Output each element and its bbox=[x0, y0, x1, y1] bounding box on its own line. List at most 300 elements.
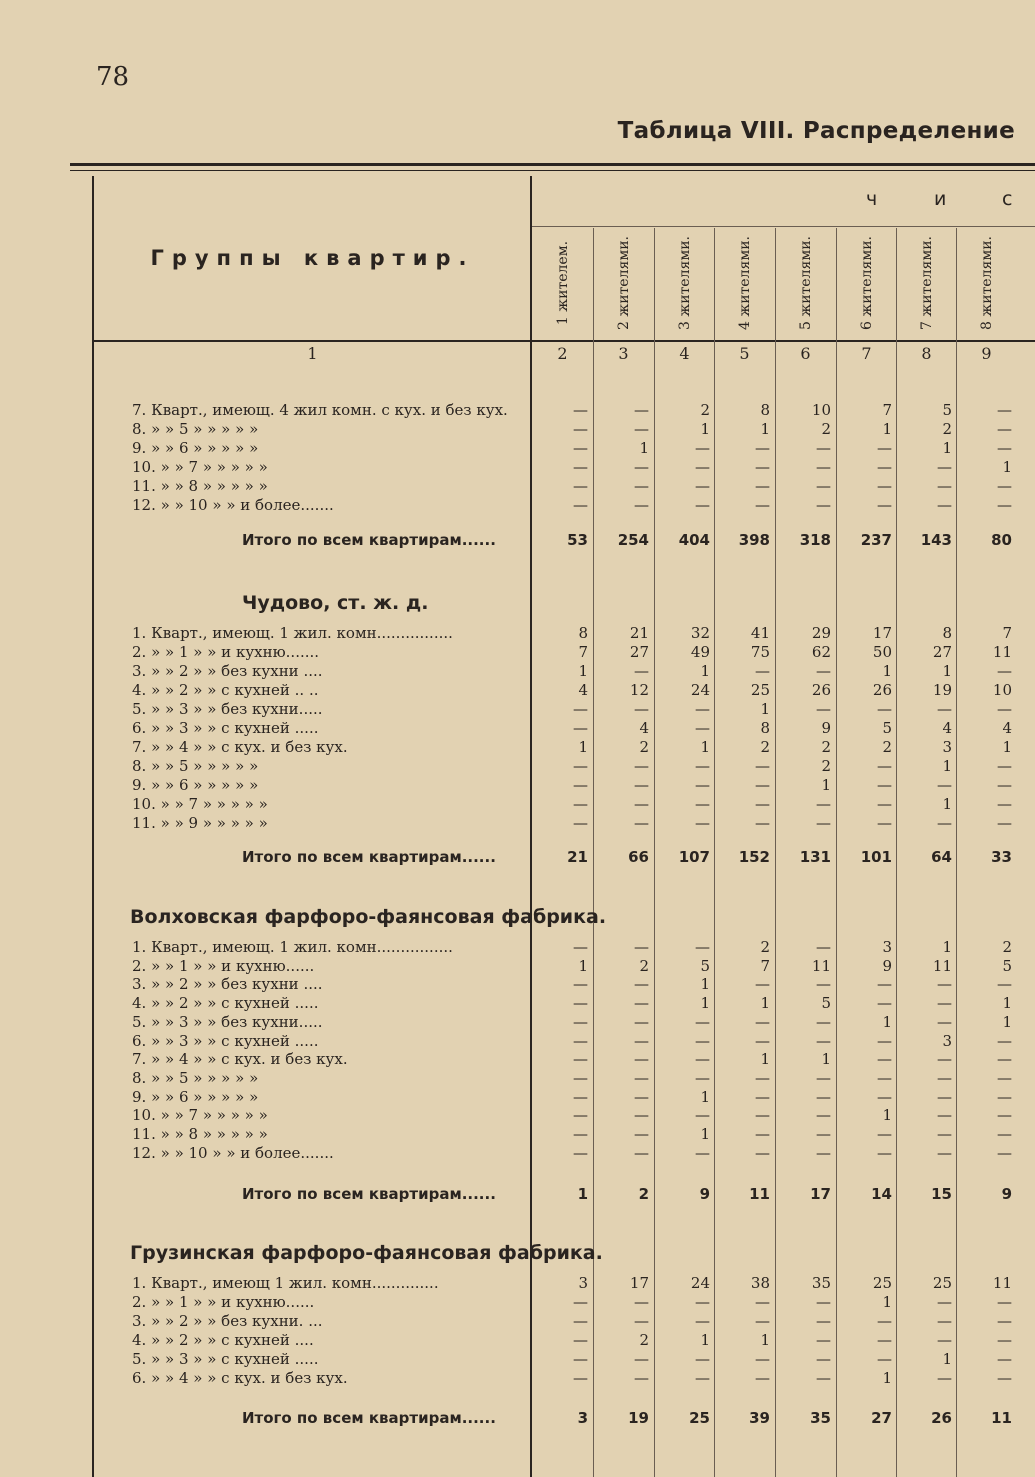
row-label: 1. Кварт., имеющ 1 жил. комн.............. bbox=[132, 1274, 439, 1292]
table-cell: — bbox=[997, 757, 1012, 775]
table-cell: 1 bbox=[700, 1331, 710, 1349]
table-cell: — bbox=[755, 439, 770, 457]
table-row bbox=[0, 477, 1035, 495]
table-cell: — bbox=[634, 1293, 649, 1311]
table-cell: — bbox=[937, 1312, 952, 1330]
table-cell: — bbox=[755, 1312, 770, 1330]
table-cell: 5 bbox=[882, 719, 892, 737]
column-group-letter: ч bbox=[866, 188, 878, 210]
table-cell: — bbox=[755, 795, 770, 813]
row-label: 3. » » 2 » » без кухни. ... bbox=[132, 1312, 323, 1330]
column-header bbox=[836, 232, 897, 334]
table-cell: — bbox=[877, 776, 892, 794]
table-cell: 101 bbox=[860, 848, 892, 866]
table-cell: 1 bbox=[942, 662, 952, 680]
table-cell: — bbox=[877, 814, 892, 832]
table-cell: — bbox=[634, 1068, 649, 1087]
table-row bbox=[0, 439, 1035, 457]
table-cell: — bbox=[877, 795, 892, 813]
row-label: 2. » » 1 » » и кухню...... bbox=[132, 1293, 315, 1311]
table-cell: 131 bbox=[799, 848, 831, 866]
row-label: 11. » » 9 » » » » » bbox=[132, 814, 268, 832]
table-cell: — bbox=[997, 1293, 1012, 1311]
table-cell: — bbox=[755, 975, 770, 994]
table-cell: — bbox=[634, 1087, 649, 1106]
row-label: 11. » » 8 » » » » » bbox=[132, 1125, 268, 1143]
total-label: Итого по всем квартирам...... bbox=[242, 531, 496, 549]
row-label: 5. » » 3 » » без кухни..... bbox=[132, 1012, 323, 1031]
row-label: 8. » » 5 » » » » » bbox=[132, 757, 259, 775]
table-cell: — bbox=[634, 662, 649, 680]
column-number: 8 bbox=[921, 344, 932, 363]
table-cell: — bbox=[816, 814, 831, 832]
table-cell: 11 bbox=[932, 956, 952, 975]
table-cell: 1 bbox=[700, 1125, 710, 1143]
table-cell: 53 bbox=[567, 531, 588, 549]
table-cell: — bbox=[573, 1106, 588, 1125]
table-cell: 11 bbox=[992, 1274, 1012, 1292]
table-cell: 1 bbox=[1002, 458, 1012, 476]
table-cell: 26 bbox=[811, 681, 831, 699]
column-header-label: 6 жителями. bbox=[858, 236, 875, 330]
table-cell: — bbox=[816, 1106, 831, 1125]
table-cell: — bbox=[816, 1312, 831, 1330]
row-label: 10. » » 7 » » » » » bbox=[132, 1106, 268, 1125]
row-label: 7. » » 4 » » с кух. и без кух. bbox=[132, 1050, 348, 1069]
table-cell: 27 bbox=[932, 643, 952, 661]
top-rule-thin bbox=[70, 170, 1035, 171]
table-cell: 15 bbox=[931, 1185, 952, 1203]
table-cell: — bbox=[877, 1087, 892, 1106]
table-row bbox=[0, 1369, 1035, 1387]
row-label: 2. » » 1 » » и кухню...... bbox=[132, 956, 315, 975]
table-cell: — bbox=[695, 1031, 710, 1050]
table-cell: 26 bbox=[931, 1409, 952, 1427]
table-cell: 4 bbox=[578, 681, 588, 699]
table-cell: 1 bbox=[700, 975, 710, 994]
table-cell: — bbox=[634, 814, 649, 832]
table-cell: 8 bbox=[942, 624, 952, 642]
table-cell: 25 bbox=[932, 1274, 952, 1292]
table-cell: — bbox=[634, 477, 649, 495]
table-cell: 1 bbox=[578, 738, 588, 756]
table-cell: — bbox=[755, 1125, 770, 1143]
table-cell: 7 bbox=[760, 956, 770, 975]
table-cell: — bbox=[573, 1143, 588, 1162]
table-row bbox=[0, 1331, 1035, 1349]
table-cell: — bbox=[755, 477, 770, 495]
table-cell: 9 bbox=[699, 1185, 710, 1203]
table-cell: 4 bbox=[639, 719, 649, 737]
table-cell: 1 bbox=[760, 700, 770, 718]
table-row bbox=[0, 1312, 1035, 1330]
table-cell: 3 bbox=[577, 1409, 588, 1427]
table-cell: — bbox=[695, 776, 710, 794]
table-cell: — bbox=[816, 458, 831, 476]
page-number: 78 bbox=[96, 62, 130, 92]
table-cell: 25 bbox=[750, 681, 770, 699]
row-label: 5. » » 3 » » без кухни..... bbox=[132, 700, 323, 718]
column-header-label: 3 жителями. bbox=[676, 236, 693, 330]
table-cell: — bbox=[877, 458, 892, 476]
table-cell: 2 bbox=[639, 738, 649, 756]
table-cell: — bbox=[573, 458, 588, 476]
table-cell: 38 bbox=[750, 1274, 770, 1292]
table-cell: — bbox=[997, 1125, 1012, 1143]
table-cell: — bbox=[755, 1350, 770, 1368]
table-cell: 62 bbox=[811, 643, 831, 661]
row-label: 7. Кварт., имеющ. 4 жил комн. с кух. и без кух. bbox=[132, 401, 508, 419]
table-cell: 1 bbox=[1002, 994, 1012, 1013]
table-cell: — bbox=[937, 477, 952, 495]
table-cell: 24 bbox=[690, 681, 710, 699]
table-cell: 4 bbox=[942, 719, 952, 737]
table-cell: 80 bbox=[991, 531, 1012, 549]
table-cell: — bbox=[877, 496, 892, 514]
table-cell: 1 bbox=[1002, 738, 1012, 756]
column-number: 3 bbox=[618, 344, 629, 363]
table-cell: — bbox=[937, 496, 952, 514]
table-cell: — bbox=[573, 1369, 588, 1387]
table-cell: — bbox=[695, 458, 710, 476]
column-header-label: 1 жителем. bbox=[554, 240, 571, 326]
table-cell: 2 bbox=[942, 420, 952, 438]
table-cell: — bbox=[937, 1369, 952, 1387]
column-group-letter: и bbox=[934, 188, 947, 210]
table-cell: 1 bbox=[1002, 1012, 1012, 1031]
table-cell: 33 bbox=[991, 848, 1012, 866]
table-cell: 50 bbox=[872, 643, 892, 661]
table-cell: — bbox=[755, 1369, 770, 1387]
table-cell: — bbox=[695, 1143, 710, 1162]
table-cell: — bbox=[997, 1331, 1012, 1349]
table-row bbox=[0, 662, 1035, 680]
table-cell: 1 bbox=[700, 738, 710, 756]
table-cell: — bbox=[573, 1087, 588, 1106]
table-cell: — bbox=[573, 1031, 588, 1050]
table-cell: — bbox=[937, 1143, 952, 1162]
total-row bbox=[0, 848, 1035, 866]
table-cell: — bbox=[573, 1312, 588, 1330]
table-cell: — bbox=[997, 496, 1012, 514]
row-label: 6. » » 4 » » с кух. и без кух. bbox=[132, 1369, 348, 1387]
table-cell: — bbox=[755, 814, 770, 832]
table-cell: — bbox=[877, 1050, 892, 1069]
subheader-rule bbox=[532, 226, 1035, 227]
row-label: 10. » » 7 » » » » » bbox=[132, 795, 268, 813]
table-row bbox=[0, 681, 1035, 699]
table-cell: 1 bbox=[882, 662, 892, 680]
table-row bbox=[0, 496, 1035, 514]
column-header-label: 2 жителями. bbox=[615, 236, 632, 330]
table-cell: 2 bbox=[821, 738, 831, 756]
table-cell: — bbox=[997, 1350, 1012, 1368]
table-cell: — bbox=[634, 420, 649, 438]
table-cell: — bbox=[997, 439, 1012, 457]
column-header bbox=[654, 232, 715, 334]
table-cell: 26 bbox=[872, 681, 892, 699]
table-cell: — bbox=[695, 757, 710, 775]
table-cell: 29 bbox=[811, 624, 831, 642]
table-cell: 35 bbox=[811, 1274, 831, 1292]
table-cell: — bbox=[997, 1106, 1012, 1125]
row-label: 1. Кварт., имеющ. 1 жил. комн................ bbox=[132, 624, 453, 642]
table-row bbox=[0, 776, 1035, 794]
table-row bbox=[0, 1032, 1035, 1050]
row-label: 12. » » 10 » » и более....... bbox=[132, 1143, 334, 1162]
table-cell: 2 bbox=[700, 401, 710, 419]
table-cell: 2 bbox=[760, 738, 770, 756]
table-cell: — bbox=[695, 938, 710, 956]
column-header bbox=[593, 232, 654, 334]
table-cell: 49 bbox=[690, 643, 710, 661]
table-cell: — bbox=[695, 795, 710, 813]
table-cell: — bbox=[877, 757, 892, 775]
table-row bbox=[0, 420, 1035, 438]
column-number: 2 bbox=[557, 344, 568, 363]
row-label: 9. » » 6 » » » » » bbox=[132, 439, 259, 457]
table-cell: — bbox=[573, 700, 588, 718]
table-cell: — bbox=[816, 1087, 831, 1106]
table-cell: 5 bbox=[942, 401, 952, 419]
table-cell: 1 bbox=[760, 994, 770, 1013]
table-cell: 1 bbox=[882, 1106, 892, 1125]
table-cell: 2 bbox=[1002, 938, 1012, 956]
table-cell: 17 bbox=[872, 624, 892, 642]
table-row bbox=[0, 814, 1035, 832]
table-row bbox=[0, 975, 1035, 993]
total-row bbox=[0, 531, 1035, 549]
table-cell: — bbox=[695, 496, 710, 514]
column-header-label: 8 жителями. bbox=[978, 236, 995, 330]
table-cell: 237 bbox=[860, 531, 892, 549]
table-cell: — bbox=[997, 477, 1012, 495]
table-cell: 27 bbox=[871, 1409, 892, 1427]
table-cell: — bbox=[937, 975, 952, 994]
table-cell: 2 bbox=[821, 757, 831, 775]
table-row bbox=[0, 1088, 1035, 1106]
table-row bbox=[0, 700, 1035, 718]
table-cell: — bbox=[695, 1068, 710, 1087]
table-cell: — bbox=[634, 1312, 649, 1330]
table-cell: — bbox=[634, 1143, 649, 1162]
column-header bbox=[956, 232, 1017, 334]
table-cell: — bbox=[573, 401, 588, 419]
table-cell: — bbox=[634, 757, 649, 775]
table-cell: 14 bbox=[871, 1185, 892, 1203]
table-cell: — bbox=[997, 1143, 1012, 1162]
table-cell: 11 bbox=[991, 1409, 1012, 1427]
table-cell: — bbox=[634, 496, 649, 514]
table-cell: 2 bbox=[639, 956, 649, 975]
table-row bbox=[0, 1144, 1035, 1162]
table-cell: — bbox=[816, 1331, 831, 1349]
table-cell: — bbox=[816, 938, 831, 956]
table-row bbox=[0, 994, 1035, 1012]
table-row bbox=[0, 957, 1035, 975]
table-cell: — bbox=[997, 1068, 1012, 1087]
table-cell: — bbox=[816, 1293, 831, 1311]
column-header-label: 4 жителями. bbox=[736, 236, 753, 330]
table-cell: — bbox=[937, 814, 952, 832]
table-title: Таблица VIII. Распределение bbox=[617, 118, 1015, 144]
table-cell: 27 bbox=[629, 643, 649, 661]
column-group-letter: с bbox=[1002, 188, 1013, 210]
row-label: 9. » » 6 » » » » » bbox=[132, 776, 259, 794]
header-bottom-rule bbox=[92, 340, 1035, 342]
table-cell: 21 bbox=[629, 624, 649, 642]
table-cell: — bbox=[997, 1312, 1012, 1330]
table-cell: 1 bbox=[882, 1369, 892, 1387]
table-cell: — bbox=[997, 700, 1012, 718]
table-cell: 404 bbox=[678, 531, 710, 549]
table-cell: 32 bbox=[690, 624, 710, 642]
row-label: 1. Кварт., имеющ. 1 жил. комн................ bbox=[132, 938, 453, 956]
table-cell: 2 bbox=[821, 420, 831, 438]
table-cell: 318 bbox=[799, 531, 831, 549]
table-cell: — bbox=[816, 795, 831, 813]
column-number: 9 bbox=[981, 344, 992, 363]
table-cell: 143 bbox=[920, 531, 952, 549]
table-cell: 7 bbox=[882, 401, 892, 419]
table-cell: — bbox=[573, 795, 588, 813]
table-cell: — bbox=[755, 458, 770, 476]
table-cell: — bbox=[695, 1050, 710, 1069]
table-cell: — bbox=[755, 1012, 770, 1031]
table-cell: 1 bbox=[821, 776, 831, 794]
table-cell: — bbox=[816, 439, 831, 457]
row-label: 8. » » 5 » » » » » bbox=[132, 1068, 259, 1087]
table-cell: — bbox=[816, 477, 831, 495]
table-cell: 107 bbox=[678, 848, 710, 866]
table-cell: 1 bbox=[942, 795, 952, 813]
total-label: Итого по всем квартирам...... bbox=[242, 1409, 496, 1427]
table-cell: — bbox=[634, 795, 649, 813]
row-label: 11. » » 8 » » » » » bbox=[132, 477, 268, 495]
row-label: 6. » » 3 » » с кухней ..... bbox=[132, 1031, 319, 1050]
table-cell: — bbox=[695, 700, 710, 718]
table-cell: — bbox=[573, 938, 588, 956]
table-cell: 19 bbox=[628, 1409, 649, 1427]
table-cell: 11 bbox=[811, 956, 831, 975]
table-cell: 152 bbox=[738, 848, 770, 866]
table-cell: 1 bbox=[700, 994, 710, 1013]
table-cell: — bbox=[997, 662, 1012, 680]
table-cell: 9 bbox=[821, 719, 831, 737]
table-cell: — bbox=[695, 1312, 710, 1330]
table-cell: 1 bbox=[882, 1012, 892, 1031]
table-cell: — bbox=[877, 700, 892, 718]
table-cell: 1 bbox=[760, 1331, 770, 1349]
row-label: 8. » » 5 » » » » » bbox=[132, 420, 259, 438]
row-label: 10. » » 7 » » » » » bbox=[132, 458, 268, 476]
table-cell: — bbox=[755, 776, 770, 794]
column-header bbox=[896, 232, 957, 334]
table-cell: — bbox=[877, 975, 892, 994]
table-cell: — bbox=[695, 1350, 710, 1368]
table-cell: — bbox=[816, 1125, 831, 1143]
table-row bbox=[0, 1293, 1035, 1311]
table-cell: — bbox=[937, 1125, 952, 1143]
table-cell: 17 bbox=[629, 1274, 649, 1292]
table-cell: — bbox=[877, 1350, 892, 1368]
table-cell: — bbox=[573, 757, 588, 775]
table-cell: — bbox=[877, 477, 892, 495]
table-cell: 9 bbox=[1001, 1185, 1012, 1203]
table-row bbox=[0, 624, 1035, 642]
table-row bbox=[0, 1106, 1035, 1124]
table-cell: — bbox=[997, 1031, 1012, 1050]
table-cell: 11 bbox=[992, 643, 1012, 661]
column-header bbox=[775, 232, 836, 334]
section-title: Чудово, ст. ж. д. bbox=[242, 592, 429, 614]
section-title: Волховская фарфоро-фаянсовая фабрика. bbox=[130, 906, 607, 928]
table-cell: — bbox=[634, 776, 649, 794]
table-cell: — bbox=[816, 975, 831, 994]
table-cell: 19 bbox=[932, 681, 952, 699]
table-cell: — bbox=[816, 662, 831, 680]
table-cell: 35 bbox=[810, 1409, 831, 1427]
row-label: 5. » » 3 » » с кухней ..... bbox=[132, 1350, 319, 1368]
table-cell: — bbox=[573, 1125, 588, 1143]
table-cell: 3 bbox=[578, 1274, 588, 1292]
table-cell: — bbox=[573, 975, 588, 994]
table-cell: 254 bbox=[617, 531, 649, 549]
table-cell: 21 bbox=[567, 848, 588, 866]
table-row bbox=[0, 795, 1035, 813]
table-cell: — bbox=[573, 1068, 588, 1087]
table-cell: — bbox=[816, 1143, 831, 1162]
table-row bbox=[0, 1350, 1035, 1368]
table-cell: — bbox=[997, 1087, 1012, 1106]
table-cell: 1 bbox=[700, 420, 710, 438]
table-cell: — bbox=[937, 458, 952, 476]
table-cell: — bbox=[695, 1012, 710, 1031]
table-row bbox=[0, 1069, 1035, 1087]
table-cell: — bbox=[634, 1369, 649, 1387]
table-cell: — bbox=[937, 1293, 952, 1311]
table-row bbox=[0, 738, 1035, 756]
table-cell: 8 bbox=[760, 401, 770, 419]
table-cell: — bbox=[997, 814, 1012, 832]
column-number: 4 bbox=[679, 344, 690, 363]
table-cell: 12 bbox=[629, 681, 649, 699]
table-cell: 8 bbox=[760, 719, 770, 737]
table-cell: 4 bbox=[1002, 719, 1012, 737]
column-number: 6 bbox=[800, 344, 811, 363]
table-cell: — bbox=[695, 477, 710, 495]
table-cell: — bbox=[816, 1031, 831, 1050]
table-cell: — bbox=[937, 776, 952, 794]
table-cell: 5 bbox=[821, 994, 831, 1013]
table-cell: — bbox=[877, 1031, 892, 1050]
table-cell: — bbox=[634, 700, 649, 718]
table-cell: 1 bbox=[578, 956, 588, 975]
table-cell: — bbox=[937, 1331, 952, 1349]
table-cell: 25 bbox=[872, 1274, 892, 1292]
table-cell: 2 bbox=[639, 1331, 649, 1349]
column-header bbox=[532, 232, 593, 334]
table-cell: — bbox=[634, 1125, 649, 1143]
table-cell: — bbox=[634, 1050, 649, 1069]
table-cell: 24 bbox=[690, 1274, 710, 1292]
table-cell: — bbox=[573, 814, 588, 832]
table-row bbox=[0, 757, 1035, 775]
table-cell: — bbox=[634, 1106, 649, 1125]
top-rule-thick bbox=[70, 163, 1035, 166]
row-label: 3. » » 2 » » без кухни .... bbox=[132, 975, 323, 994]
table-cell: 1 bbox=[882, 420, 892, 438]
